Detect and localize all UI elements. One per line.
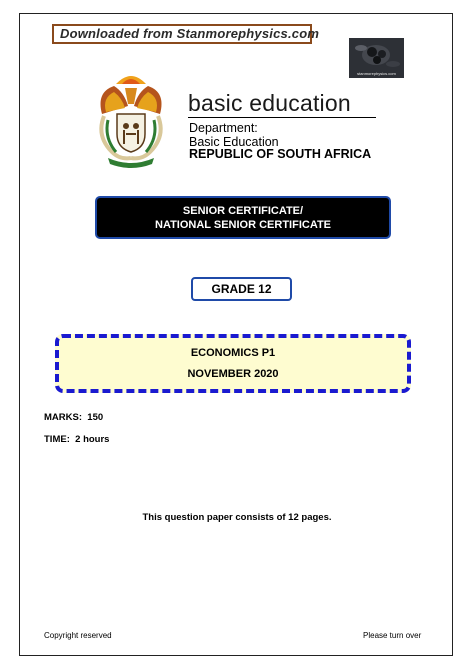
footer-copyright: Copyright reserved xyxy=(44,631,112,640)
marks-label: MARKS: xyxy=(44,412,82,423)
certificate-line-1: SENIOR CERTIFICATE/ xyxy=(182,204,304,217)
watermark-text: Downloaded from Stanmorephysics.com xyxy=(60,26,320,41)
exam-session: NOVEMBER 2020 xyxy=(187,368,279,380)
country-name: REPUBLIC OF SOUTH AFRICA xyxy=(189,147,372,161)
watermark-banner[interactable] xyxy=(52,24,320,44)
time-value: 2 hours xyxy=(75,434,110,445)
site-thumbnail xyxy=(349,38,404,78)
marks-line xyxy=(44,412,103,423)
brand-divider xyxy=(188,117,376,118)
grade-badge xyxy=(191,277,292,301)
subject-panel xyxy=(55,334,411,393)
subject-title: ECONOMICS P1 xyxy=(190,347,276,359)
department-label xyxy=(189,121,279,149)
coat-of-arms-icon xyxy=(92,70,170,168)
page-count-note: This question paper consists of 12 pages. xyxy=(142,512,332,523)
thumbnail-caption: stanmorephysics.com xyxy=(357,71,396,76)
time-label: TIME: xyxy=(44,434,70,445)
certificate-line-2: NATIONAL SENIOR CERTIFICATE xyxy=(155,218,331,231)
department-line-1: Department: xyxy=(189,121,258,135)
time-line xyxy=(44,434,109,445)
certificate-banner xyxy=(95,196,391,239)
marks-value: 150 xyxy=(87,412,104,423)
department-line-2: Basic Education xyxy=(189,135,279,149)
grade-label: GRADE 12 xyxy=(211,282,272,296)
brand-title: basic education xyxy=(188,90,351,116)
footer-turn-over: Please turn over xyxy=(363,631,422,640)
